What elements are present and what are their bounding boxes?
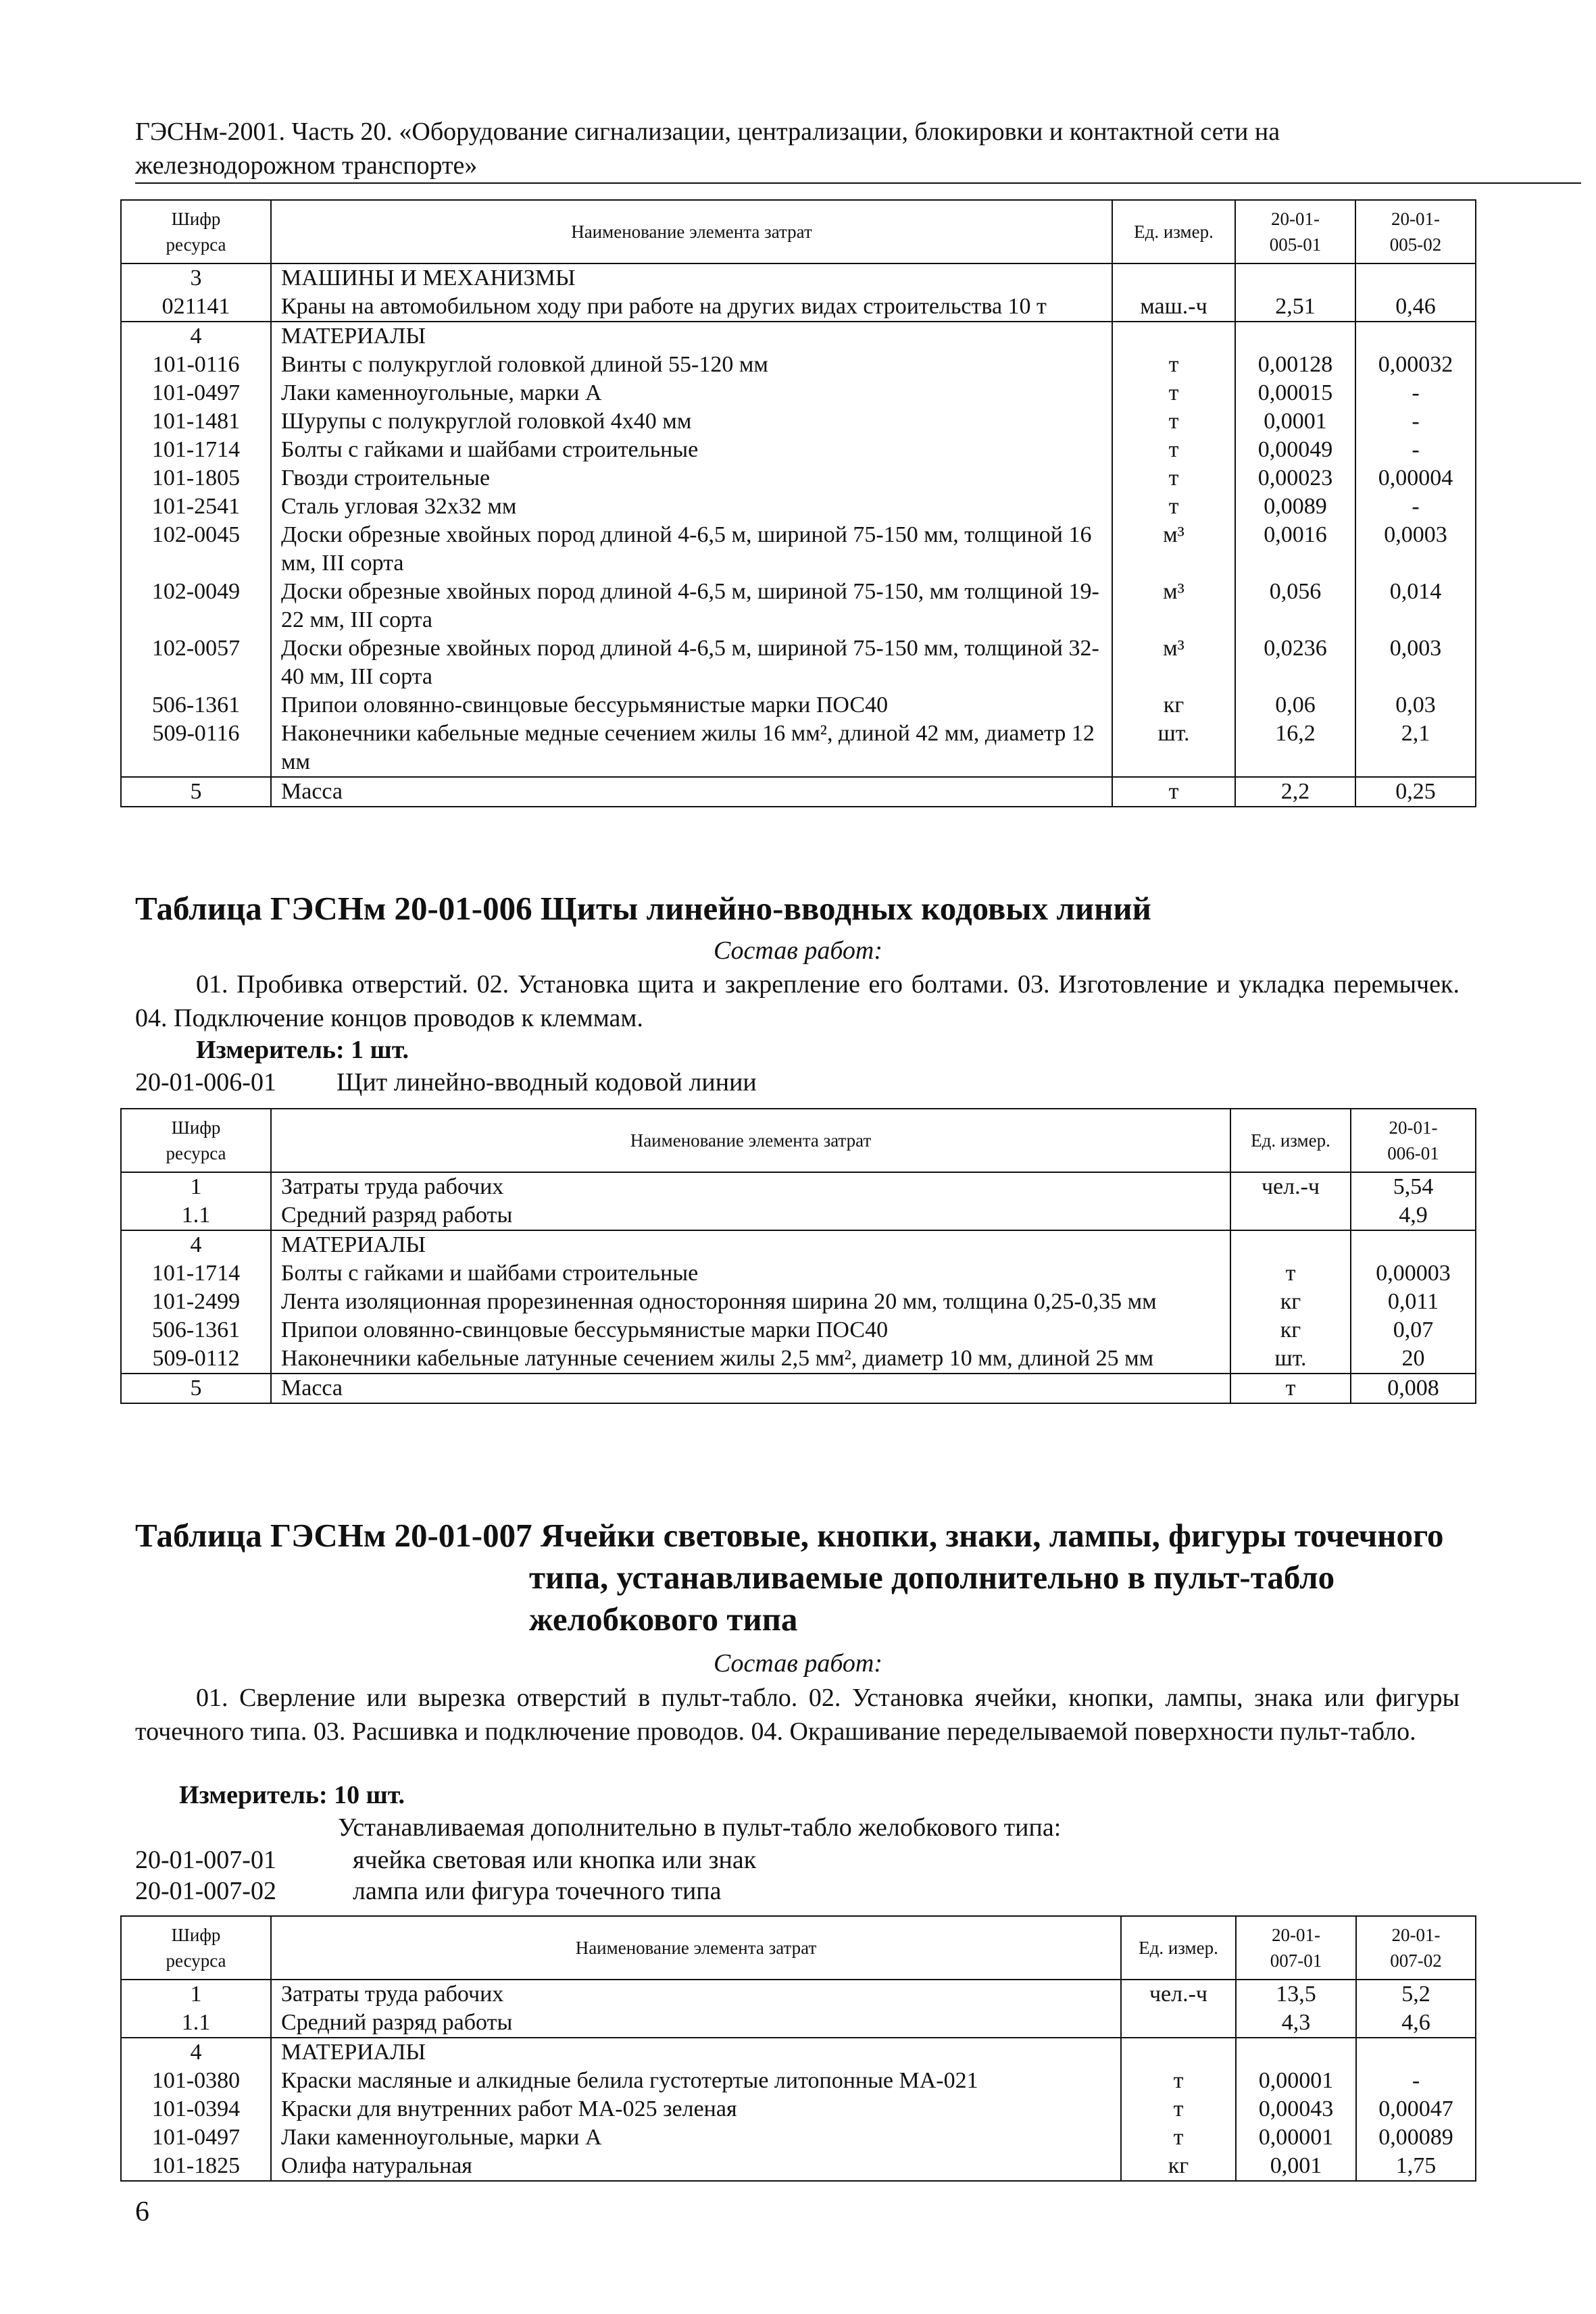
resource-table-007 bbox=[120, 1915, 1476, 2182]
unit-cell: т bbox=[1112, 407, 1235, 436]
table-header-row bbox=[121, 1109, 1476, 1172]
header-name: Наименование элемента затрат bbox=[271, 1109, 1230, 1172]
header-col-a: 20-01- 006-01 bbox=[1351, 1109, 1476, 1172]
composition-label: Состав работ: bbox=[713, 1649, 883, 1678]
resource-code-cell: 1.1 bbox=[121, 2009, 271, 2038]
unit-cell: т bbox=[1121, 2123, 1236, 2152]
table-row bbox=[121, 464, 1476, 493]
table-row bbox=[121, 2095, 1476, 2123]
unit-cell: м³ bbox=[1112, 634, 1235, 691]
table-row bbox=[121, 691, 1476, 720]
measure-label: Измеритель: 10 шт. bbox=[179, 1781, 405, 1809]
resource-code-cell: 021141 bbox=[121, 293, 271, 322]
header-name: Наименование элемента затрат bbox=[271, 200, 1112, 263]
table-row bbox=[121, 2009, 1476, 2038]
cost-element-name-cell: Доски обрезные хвойных пород длиной 4-6,5 м, шириной 75-150 мм, толщиной 16 мм, III сорта bbox=[271, 521, 1112, 578]
norm-value-cell: - bbox=[1355, 407, 1476, 436]
norm-value-cell: 0,0089 bbox=[1235, 493, 1355, 521]
running-head-line-2: железнодорожном транспорте» bbox=[135, 151, 478, 180]
cost-element-name-cell: Средний разряд работы bbox=[271, 1201, 1230, 1230]
unit-cell bbox=[1121, 2038, 1236, 2067]
norm-value-cell: 0,00001 bbox=[1236, 2067, 1356, 2095]
unit-cell: шт. bbox=[1112, 720, 1235, 777]
item-name: ячейка световая или кнопка или знак bbox=[353, 1846, 757, 1874]
norm-value-cell: 0,00049 bbox=[1235, 436, 1355, 464]
table-title-007-line-2: типа, устанавливаемые дополнительно в пульт-табло bbox=[529, 1559, 1335, 1596]
resource-code-cell: 101-2541 bbox=[121, 493, 271, 521]
item-name: Щит линейно-вводный кодовой линии bbox=[336, 1068, 757, 1097]
norm-value-cell: 0,00015 bbox=[1235, 379, 1355, 407]
unit-cell bbox=[1112, 263, 1235, 293]
table-row bbox=[121, 634, 1476, 691]
norm-value-cell bbox=[1236, 2038, 1356, 2067]
cost-element-name-cell: Наконечники кабельные медные сечением жилы 16 мм², длиной 42 мм, диаметр 12 мм bbox=[271, 720, 1112, 777]
unit-cell bbox=[1112, 322, 1235, 351]
norm-value-cell: 0,001 bbox=[1236, 2152, 1356, 2181]
resource-code-cell: 102-0057 bbox=[121, 634, 271, 691]
cost-element-name-cell: Гвозди строительные bbox=[271, 464, 1112, 493]
unit-cell: м³ bbox=[1112, 521, 1235, 578]
norm-value-cell bbox=[1235, 263, 1355, 293]
section-row bbox=[121, 2038, 1476, 2067]
norm-value-cell: 5,54 bbox=[1351, 1172, 1476, 1201]
header-col-b: 20-01- 005-02 bbox=[1355, 200, 1476, 263]
cost-element-name-cell: Краны на автомобильном ходу при работе на других видах строительства 10 т bbox=[271, 293, 1112, 322]
table-row bbox=[121, 521, 1476, 578]
page-number: 6 bbox=[135, 2196, 149, 2228]
cost-element-name-cell: Сталь угловая 32х32 мм bbox=[271, 493, 1112, 521]
table-title-007-line-1: Таблица ГЭСНм 20-01-007 Ячейки световые, кнопки, знаки, лампы, фигуры точечного bbox=[135, 1517, 1444, 1554]
resource-code-cell: 102-0049 bbox=[121, 578, 271, 634]
running-head-rule bbox=[135, 182, 1581, 184]
section-row bbox=[121, 1980, 1476, 2009]
resource-code-cell: 102-0045 bbox=[121, 521, 271, 578]
cost-element-name-cell: Наконечники кабельные латунные сечением жилы 2,5 мм², диаметр 10 мм, длиной 25 мм bbox=[271, 1344, 1230, 1374]
cost-element-name-cell: МАТЕРИАЛЫ bbox=[271, 1230, 1230, 1259]
unit-cell: чел.-ч bbox=[1121, 1980, 1236, 2009]
norm-value-cell: 2,51 bbox=[1235, 293, 1355, 322]
measure-label: Измеритель: 1 шт. bbox=[196, 1036, 409, 1064]
resource-code-cell: 101-1481 bbox=[121, 407, 271, 436]
unit-cell: чел.-ч bbox=[1230, 1172, 1351, 1201]
norm-value-cell: 0,00089 bbox=[1356, 2123, 1476, 2152]
unit-cell bbox=[1121, 2009, 1236, 2038]
table-row bbox=[121, 493, 1476, 521]
cost-element-name-cell: Лента изоляционная прорезиненная односторонняя ширина 20 мм, толщина 0,25-0,35 мм bbox=[271, 1288, 1230, 1316]
cost-element-name-cell: Болты с гайками и шайбами строительные bbox=[271, 1259, 1230, 1288]
cost-element-name-cell: МАТЕРИАЛЫ bbox=[271, 322, 1112, 351]
items-intro: Устанавливаемая дополнительно в пульт-табло желобкового типа: bbox=[338, 1813, 1062, 1842]
cost-element-name-cell: Доски обрезные хвойных пород длиной 4-6,5 м, шириной 75-150 мм, толщиной 32-40 мм, III сорта bbox=[271, 634, 1112, 691]
norm-value-cell: 0,00023 bbox=[1235, 464, 1355, 493]
norm-value-cell: 0,00032 bbox=[1355, 351, 1476, 379]
table-row bbox=[121, 578, 1476, 634]
resource-code-cell: 101-2499 bbox=[121, 1288, 271, 1316]
resource-code-cell: 101-1714 bbox=[121, 1259, 271, 1288]
running-head-line-1: ГЭСНм-2001. Часть 20. «Оборудование сигнализации, централизации, блокировки и контактной сети на bbox=[135, 118, 1280, 146]
cost-element-name-cell: Лаки каменноугольные, марки А bbox=[271, 379, 1112, 407]
table-row bbox=[121, 1259, 1476, 1288]
running-head bbox=[135, 115, 1473, 182]
unit-cell: т bbox=[1112, 493, 1235, 521]
resource-code-cell: 509-0112 bbox=[121, 1344, 271, 1374]
item-code: 20-01-007-01 bbox=[135, 1846, 276, 1874]
header-col-b: 20-01- 007-02 bbox=[1356, 1916, 1476, 1980]
norm-value-cell: 0,00004 bbox=[1355, 464, 1476, 493]
norm-value-cell bbox=[1235, 322, 1355, 351]
table-row bbox=[121, 407, 1476, 436]
cost-element-name-cell: Шурупы с полукруглой головкой 4х40 мм bbox=[271, 407, 1112, 436]
table-row bbox=[121, 1288, 1476, 1316]
cost-element-name-cell: Олифа натуральная bbox=[271, 2152, 1121, 2181]
table-row bbox=[121, 2123, 1476, 2152]
norm-value-cell: 0,0016 bbox=[1235, 521, 1355, 578]
resource-code-cell: 1 bbox=[121, 1172, 271, 1201]
table-row bbox=[121, 351, 1476, 379]
norm-value-cell: - bbox=[1355, 493, 1476, 521]
norm-value-cell: 1,75 bbox=[1356, 2152, 1476, 2181]
unit-cell: кг bbox=[1112, 691, 1235, 720]
resource-code-cell: 101-0497 bbox=[121, 379, 271, 407]
norm-value-cell bbox=[1356, 2038, 1476, 2067]
norm-value-cell: 0,07 bbox=[1351, 1316, 1476, 1344]
composition-text: 01. Пробивка отверстий. 02. Установка щита и закрепление его болтами. 03. Изготовление и укладка перемычек. 04. Подключение концов проводов к клеммам. bbox=[135, 970, 1460, 1032]
cost-element-name-cell: Болты с гайками и шайбами строительные bbox=[271, 436, 1112, 464]
unit-cell: м³ bbox=[1112, 578, 1235, 634]
item-name: лампа или фигура точечного типа bbox=[353, 1877, 722, 1905]
norm-value-cell: 0,25 bbox=[1355, 777, 1476, 807]
resource-code-cell: 101-1825 bbox=[121, 2152, 271, 2181]
unit-cell: т bbox=[1112, 379, 1235, 407]
resource-code-cell: 101-0497 bbox=[121, 2123, 271, 2152]
unit-cell: т bbox=[1121, 2067, 1236, 2095]
resource-code-cell: 506-1361 bbox=[121, 691, 271, 720]
header-code: Шифр ресурса bbox=[121, 1916, 271, 1980]
section-row bbox=[121, 1172, 1476, 1201]
norm-value-cell: 0,00128 bbox=[1235, 351, 1355, 379]
cost-element-name-cell: Средний разряд работы bbox=[271, 2009, 1121, 2038]
cost-element-name-cell: Краски для внутренних работ МА-025 зеленая bbox=[271, 2095, 1121, 2123]
norm-value-cell: 13,5 bbox=[1236, 1980, 1356, 2009]
unit-cell bbox=[1230, 1201, 1351, 1230]
resource-code-cell: 101-0380 bbox=[121, 2067, 271, 2095]
norm-value-cell: 0,06 bbox=[1235, 691, 1355, 720]
cost-element-name-cell: Масса bbox=[271, 1374, 1230, 1403]
unit-cell: т bbox=[1112, 464, 1235, 493]
table-row bbox=[121, 2067, 1476, 2095]
norm-value-cell: 0,0001 bbox=[1235, 407, 1355, 436]
unit-cell: маш.-ч bbox=[1112, 293, 1235, 322]
composition-label: Состав работ: bbox=[713, 936, 883, 965]
table-title-006: Таблица ГЭСНм 20-01-006 Щиты линейно-вводных кодовых линий bbox=[135, 890, 1151, 927]
norm-value-cell: 0,00047 bbox=[1356, 2095, 1476, 2123]
norm-value-cell bbox=[1355, 263, 1476, 293]
cost-element-name-cell: Краски масляные и алкидные белила густотертые литопонные МА-021 bbox=[271, 2067, 1121, 2095]
table-row bbox=[121, 2152, 1476, 2181]
norm-value-cell: 0,0236 bbox=[1235, 634, 1355, 691]
norm-value-cell: 4,9 bbox=[1351, 1201, 1476, 1230]
norm-value-cell: - bbox=[1356, 2067, 1476, 2095]
table-row bbox=[121, 1201, 1476, 1230]
norm-value-cell: 0,03 bbox=[1355, 691, 1476, 720]
item-code: 20-01-006-01 bbox=[135, 1068, 276, 1097]
norm-value-cell: 16,2 bbox=[1235, 720, 1355, 777]
norm-value-cell: 20 bbox=[1351, 1344, 1476, 1374]
cost-element-name-cell: МАТЕРИАЛЫ bbox=[271, 2038, 1121, 2067]
table-row bbox=[121, 720, 1476, 777]
norm-value-cell: 0,00001 bbox=[1236, 2123, 1356, 2152]
cost-element-name-cell: Припои оловянно-свинцовые бессурьмянистые марки ПОС40 bbox=[271, 1316, 1230, 1344]
unit-cell: т bbox=[1230, 1259, 1351, 1288]
unit-cell: т bbox=[1121, 2095, 1236, 2123]
total-row bbox=[121, 777, 1476, 807]
norm-value-cell: - bbox=[1355, 436, 1476, 464]
cost-element-name-cell: Припои оловянно-свинцовые бессурьмянистые марки ПОС40 bbox=[271, 691, 1112, 720]
cost-element-name-cell: Винты с полукруглой головкой длиной 55-120 мм bbox=[271, 351, 1112, 379]
header-code: Шифр ресурса bbox=[121, 200, 271, 263]
resource-code-cell: 509-0116 bbox=[121, 720, 271, 777]
norm-value-cell: 2,1 bbox=[1355, 720, 1476, 777]
item-code: 20-01-007-02 bbox=[135, 1877, 276, 1905]
header-col-a: 20-01- 005-01 bbox=[1235, 200, 1355, 263]
unit-cell: кг bbox=[1230, 1288, 1351, 1316]
unit-cell: т bbox=[1230, 1374, 1351, 1403]
cost-element-name-cell: Лаки каменноугольные, марки А bbox=[271, 2123, 1121, 2152]
norm-value-cell: 0,011 bbox=[1351, 1288, 1476, 1316]
table-row bbox=[121, 1344, 1476, 1374]
norm-value-cell: 5,2 bbox=[1356, 1980, 1476, 2009]
table-header-row bbox=[121, 200, 1476, 263]
section-row bbox=[121, 263, 1476, 293]
unit-cell: т bbox=[1112, 777, 1235, 807]
resource-code-cell: 4 bbox=[121, 2038, 271, 2067]
cost-element-name-cell: Доски обрезные хвойных пород длиной 4-6,5 м, шириной 75-150, мм толщиной 19-22 мм, III сорта bbox=[271, 578, 1112, 634]
resource-code-cell: 1.1 bbox=[121, 1201, 271, 1230]
resource-code-cell: 3 bbox=[121, 263, 271, 293]
header-code: Шифр ресурса bbox=[121, 1109, 271, 1172]
resource-code-cell: 101-0116 bbox=[121, 351, 271, 379]
resource-code-cell: 4 bbox=[121, 322, 271, 351]
norm-value-cell: 0,056 bbox=[1235, 578, 1355, 634]
resource-code-cell: 4 bbox=[121, 1230, 271, 1259]
cost-element-name-cell: Масса bbox=[271, 777, 1112, 807]
total-row bbox=[121, 1374, 1476, 1403]
resource-code-cell: 101-0394 bbox=[121, 2095, 271, 2123]
resource-code-cell: 5 bbox=[121, 1374, 271, 1403]
resource-code-cell: 101-1714 bbox=[121, 436, 271, 464]
header-name: Наименование элемента затрат bbox=[271, 1916, 1121, 1980]
resource-code-cell: 506-1361 bbox=[121, 1316, 271, 1344]
table-row bbox=[121, 293, 1476, 322]
composition-text: 01. Сверление или вырезка отверстий в пульт-табло. 02. Установка ячейки, кнопки, лампы, знака или фигуры точечного типа. 03. Расшивка и подключение проводов. 04. Окрашивание переделываемой поверхности пульт-табло. bbox=[135, 1684, 1460, 1746]
norm-value-cell: 0,008 bbox=[1351, 1374, 1476, 1403]
resource-code-cell: 1 bbox=[121, 1980, 271, 2009]
header-unit: Ед. измер. bbox=[1121, 1916, 1236, 1980]
norm-value-cell: 0,46 bbox=[1355, 293, 1476, 322]
table-row bbox=[121, 436, 1476, 464]
unit-cell: т bbox=[1112, 436, 1235, 464]
section-row bbox=[121, 1230, 1476, 1259]
resource-table-006 bbox=[120, 1108, 1476, 1404]
norm-value-cell: 2,2 bbox=[1235, 777, 1355, 807]
norm-value-cell: - bbox=[1355, 379, 1476, 407]
norm-value-cell: 0,00003 bbox=[1351, 1259, 1476, 1288]
table-header-row bbox=[121, 1916, 1476, 1980]
unit-cell bbox=[1230, 1230, 1351, 1259]
unit-cell: шт. bbox=[1230, 1344, 1351, 1374]
cost-element-name-cell: Затраты труда рабочих bbox=[271, 1980, 1121, 2009]
norm-value-cell: 4,6 bbox=[1356, 2009, 1476, 2038]
resource-code-cell: 5 bbox=[121, 777, 271, 807]
unit-cell: кг bbox=[1230, 1316, 1351, 1344]
unit-cell: кг bbox=[1121, 2152, 1236, 2181]
table-row bbox=[121, 379, 1476, 407]
resource-table-005 bbox=[120, 199, 1476, 807]
norm-value-cell: 0,014 bbox=[1355, 578, 1476, 634]
cost-element-name-cell: МАШИНЫ И МЕХАНИЗМЫ bbox=[271, 263, 1112, 293]
resource-code-cell: 101-1805 bbox=[121, 464, 271, 493]
norm-value-cell bbox=[1351, 1230, 1476, 1259]
norm-value-cell: 4,3 bbox=[1236, 2009, 1356, 2038]
norm-value-cell: 0,00043 bbox=[1236, 2095, 1356, 2123]
cost-element-name-cell: Затраты труда рабочих bbox=[271, 1172, 1230, 1201]
header-unit: Ед. измер. bbox=[1230, 1109, 1351, 1172]
header-unit: Ед. измер. bbox=[1112, 200, 1235, 263]
unit-cell: т bbox=[1112, 351, 1235, 379]
norm-value-cell: 0,003 bbox=[1355, 634, 1476, 691]
norm-value-cell: 0,0003 bbox=[1355, 521, 1476, 578]
table-title-007-line-3: желобкового типа bbox=[529, 1601, 798, 1638]
table-row bbox=[121, 1316, 1476, 1344]
norm-value-cell bbox=[1355, 322, 1476, 351]
header-col-a: 20-01- 007-01 bbox=[1236, 1916, 1356, 1980]
section-row bbox=[121, 322, 1476, 351]
